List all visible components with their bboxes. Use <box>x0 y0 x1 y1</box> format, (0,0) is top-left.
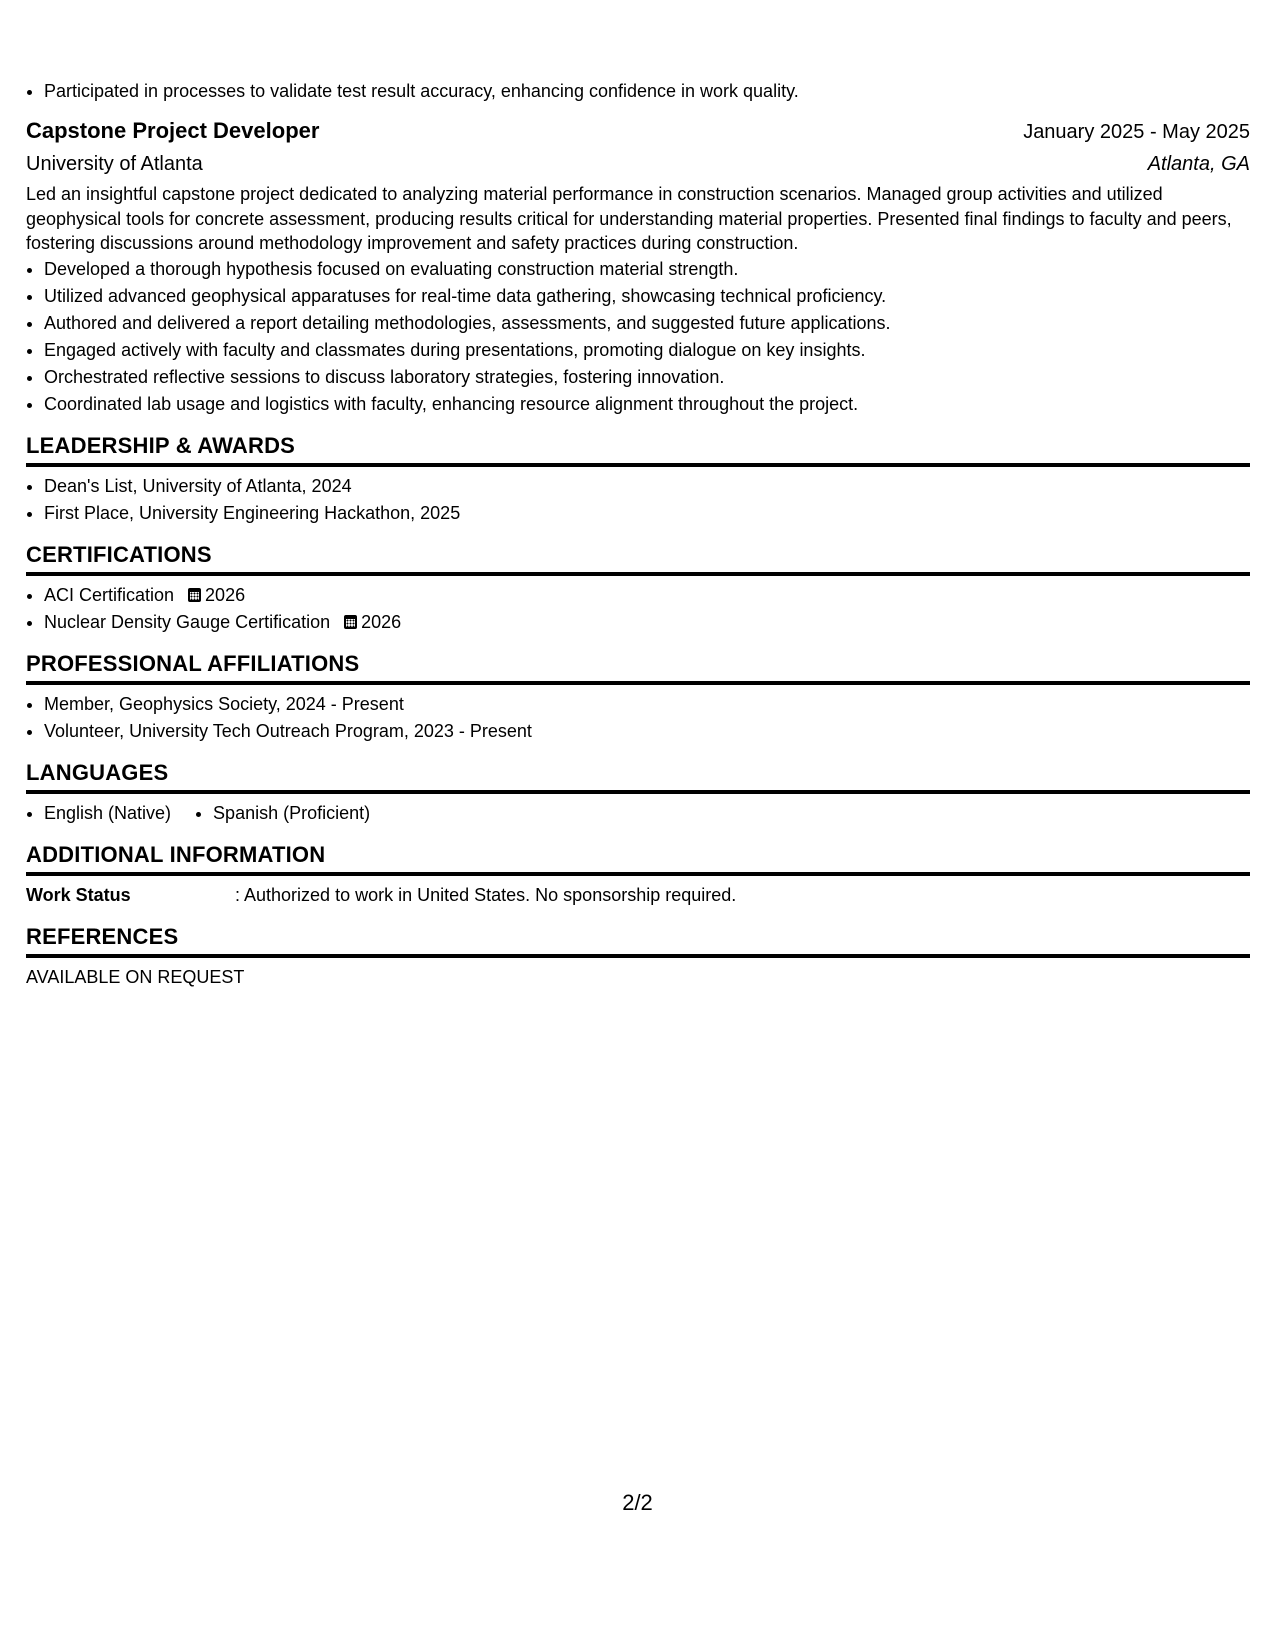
additional-info-section <box>26 839 1250 909</box>
list-item: • English (Native) <box>44 800 171 827</box>
list-item: • First Place, University Engineering Hackathon, 2025 <box>44 500 1250 527</box>
section-title: LEADERSHIP & AWARDS <box>26 430 1250 467</box>
list-item: • Member, Geophysics Society, 2024 - Present <box>44 691 1250 718</box>
list-item <box>44 582 1250 609</box>
list-item: • Participated in processes to validate test result accuracy, enhancing confidence in work quality. <box>44 78 1250 105</box>
certifications-list <box>26 582 1250 636</box>
page-number: 2/2 <box>622 1490 653 1515</box>
work-status-label: Work Status <box>26 884 131 905</box>
calendar-icon <box>188 588 201 602</box>
certification-item <box>44 609 1250 636</box>
list-item <box>44 609 1250 636</box>
job-dates: January 2025 - May 2025 <box>1023 121 1250 143</box>
certification-name: • ACI Certification <box>44 584 175 605</box>
languages-list <box>26 800 1250 827</box>
work-status-value: : Authorized to work in United States. No sponsorship required. <box>235 884 737 905</box>
section-title: PROFESSIONAL AFFILIATIONS <box>26 648 1250 685</box>
job-organization: University of Atlanta <box>26 153 203 175</box>
resume-page <box>26 78 1250 991</box>
references-text: AVAILABLE ON REQUEST <box>26 966 245 987</box>
list-item: • Orchestrated reflective sessions to discuss laboratory strategies, fostering innovation. <box>44 364 1250 391</box>
job-location: Atlanta, GA <box>1147 153 1250 175</box>
affiliations-list <box>26 691 1250 745</box>
leadership-section <box>26 430 1250 527</box>
languages-section <box>26 757 1250 827</box>
affiliations-section <box>26 648 1250 745</box>
certification-year: 2026 <box>205 584 246 605</box>
job-description: Led an insightful capstone project dedicated to analyzing material performance in construction scenarios. Managed group activities and utilized geophysical tools for concrete assessment, producing results critical for understanding material properties. Presented final findings to faculty and peers, fostering discussions around methodology improvement and safety practices during construction. <box>26 184 1232 253</box>
section-title: CERTIFICATIONS <box>26 539 1250 576</box>
certification-item <box>44 582 1250 609</box>
certification-year: 2026 <box>361 611 402 632</box>
leadership-list <box>26 473 1250 527</box>
section-title: REFERENCES <box>26 921 1250 958</box>
list-item: • Utilized advanced geophysical apparatuses for real-time data gathering, showcasing technical proficiency. <box>44 283 1250 310</box>
job-header <box>26 115 1250 148</box>
certification-name: • Nuclear Density Gauge Certification <box>44 611 331 632</box>
work-status-row <box>26 882 1250 909</box>
job-title: Capstone Project Developer <box>26 118 320 143</box>
list-item: • Dean's List, University of Atlanta, 2024 <box>44 473 1250 500</box>
capstone-entry <box>26 115 1250 418</box>
list-item: • Developed a thorough hypothesis focused on evaluating construction material strength. <box>44 256 1250 283</box>
section-title: LANGUAGES <box>26 757 1250 794</box>
list-item: • Authored and delivered a report detailing methodologies, assessments, and suggested future applications. <box>44 310 1250 337</box>
section-title: ADDITIONAL INFORMATION <box>26 839 1250 876</box>
calendar-icon <box>344 615 357 629</box>
certifications-section <box>26 539 1250 636</box>
job-bullets <box>26 256 1250 418</box>
experience-continued-list <box>26 78 1250 105</box>
list-item: • Spanish (Proficient) <box>213 800 370 827</box>
list-item: • Volunteer, University Tech Outreach Program, 2023 - Present <box>44 718 1250 745</box>
list-item: • Coordinated lab usage and logistics with faculty, enhancing resource alignment throughout the project. <box>44 391 1250 418</box>
references-section <box>26 921 1250 991</box>
list-item: • Engaged actively with faculty and classmates during presentations, promoting dialogue on key insights. <box>44 337 1250 364</box>
job-subheader <box>26 148 1250 180</box>
